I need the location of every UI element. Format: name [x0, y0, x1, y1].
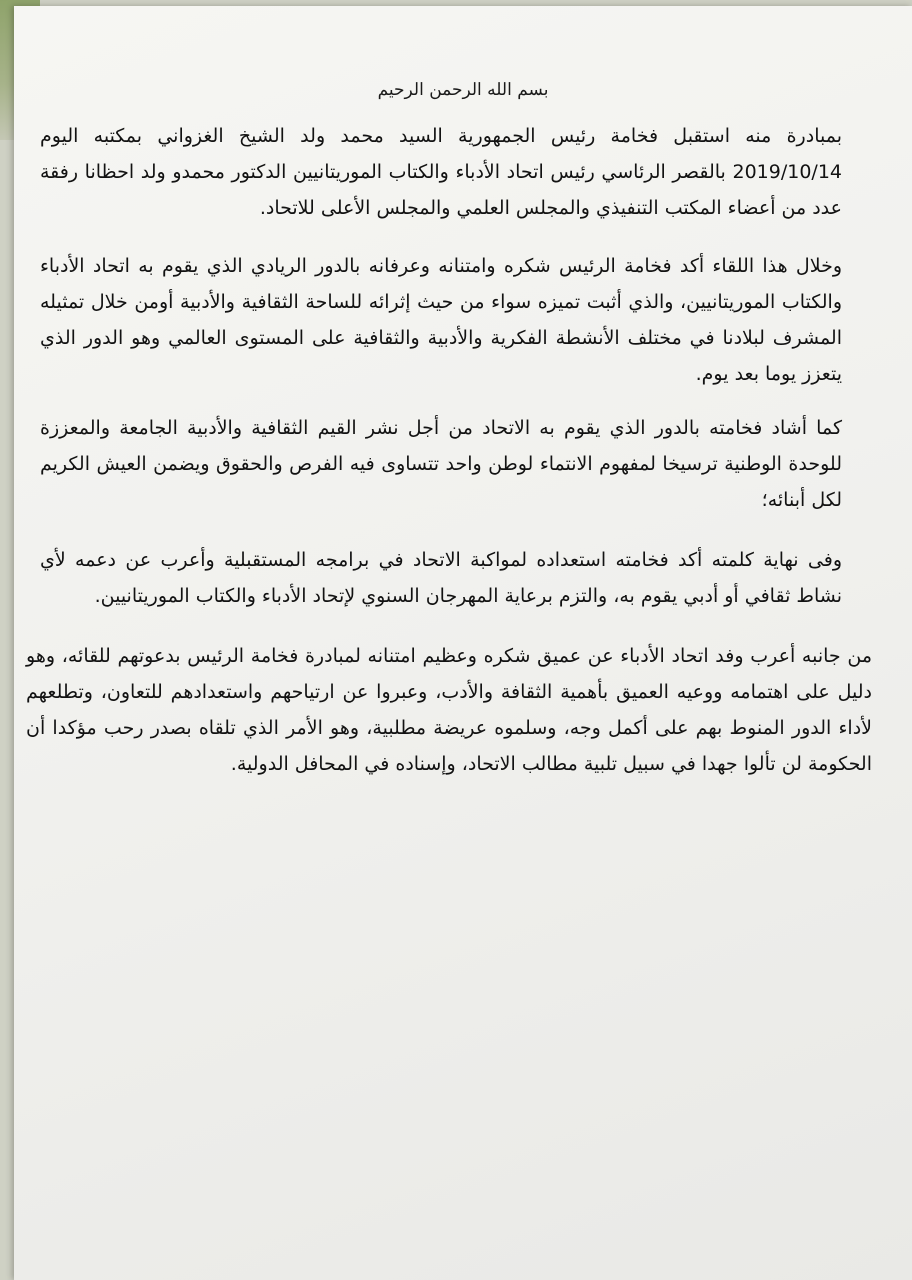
paragraph-reception: بمبادرة منه استقبل فخامة رئيس الجمهورية السيد محمد ولد الشيخ الغزواني بمكتبه اليوم 2019/10/14 بالقصر الرئاسي رئيس اتحاد الأدباء والكتاب الموريتانيين الدكتور محمدو ولد احظانا رفقة عدد من أعضاء المكتب التنفيذي والمجلس العلمي والمجلس الأعلى للاتحاد. — [40, 125, 842, 219]
paragraph-national-unity: كما أشاد فخامته بالدور الذي يقوم به الاتحاد من أجل نشر القيم الثقافية والأدبية الجامعة والمعززة للوحدة الوطنية ترسيخا لمفهوم الانتماء لوطن واحد تتساوى فيه الفرص والحقوق ويضمن العيش الكريم لكل أبنائه؛ — [40, 417, 842, 511]
letter-page — [14, 6, 912, 1280]
basmala-heading: بسم الله الرحمن الرحيم — [377, 80, 549, 100]
paragraph-support-pledge: وفى نهاية كلمته أكد فخامته استعداده لمواكبة الاتحاد في برامجه المستقبلية وأعرب عن دعمه لأي نشاط ثقافي أو أدبي يقوم به، والتزم برعاية المهرجان السنوي لإتحاد الأدباء والكتاب الموريتانيين. — [40, 549, 842, 607]
paragraph-delegation-response: من جانبه أعرب وفد اتحاد الأدباء عن عميق شكره وعظيم امتنانه لمبادرة فخامة الرئيس بدعوتهم للقائه، وهو دليل على اهتمامه ووعيه العميق بأهمية الثقافة والأدب، وعبروا عن ارتياحهم واستعدادهم للتعاون، وتطلعهم لأداء الدور المنوط بهم على أكمل وجه، وسلموه عريضة مطلبية، وهو الأمر الذي تلقاه بصدر رحب مؤكدا أن الحكومة لن تألوا جهدا في سبيل تلبية مطالب الاتحاد، وإسناده في المحافل الدولية. — [26, 645, 872, 775]
paragraph-president-thanks: وخلال هذا اللقاء أكد فخامة الرئيس شكره وامتنانه وعرفانه بالدور الريادي الذي يقوم به اتحاد الأدباء والكتاب الموريتانيين، والذي أثبت تميزه سواء من حيث إثرائه للساحة الثقافية والأدبية أومن خلال تمثيله المشرف لبلادنا في مختلف الأنشطة الفكرية والأدبية والثقافية على المستوى العالمي وهو الدور الذي يتعزز يوما بعد يوم. — [40, 255, 842, 385]
letter-body — [26, 118, 872, 782]
